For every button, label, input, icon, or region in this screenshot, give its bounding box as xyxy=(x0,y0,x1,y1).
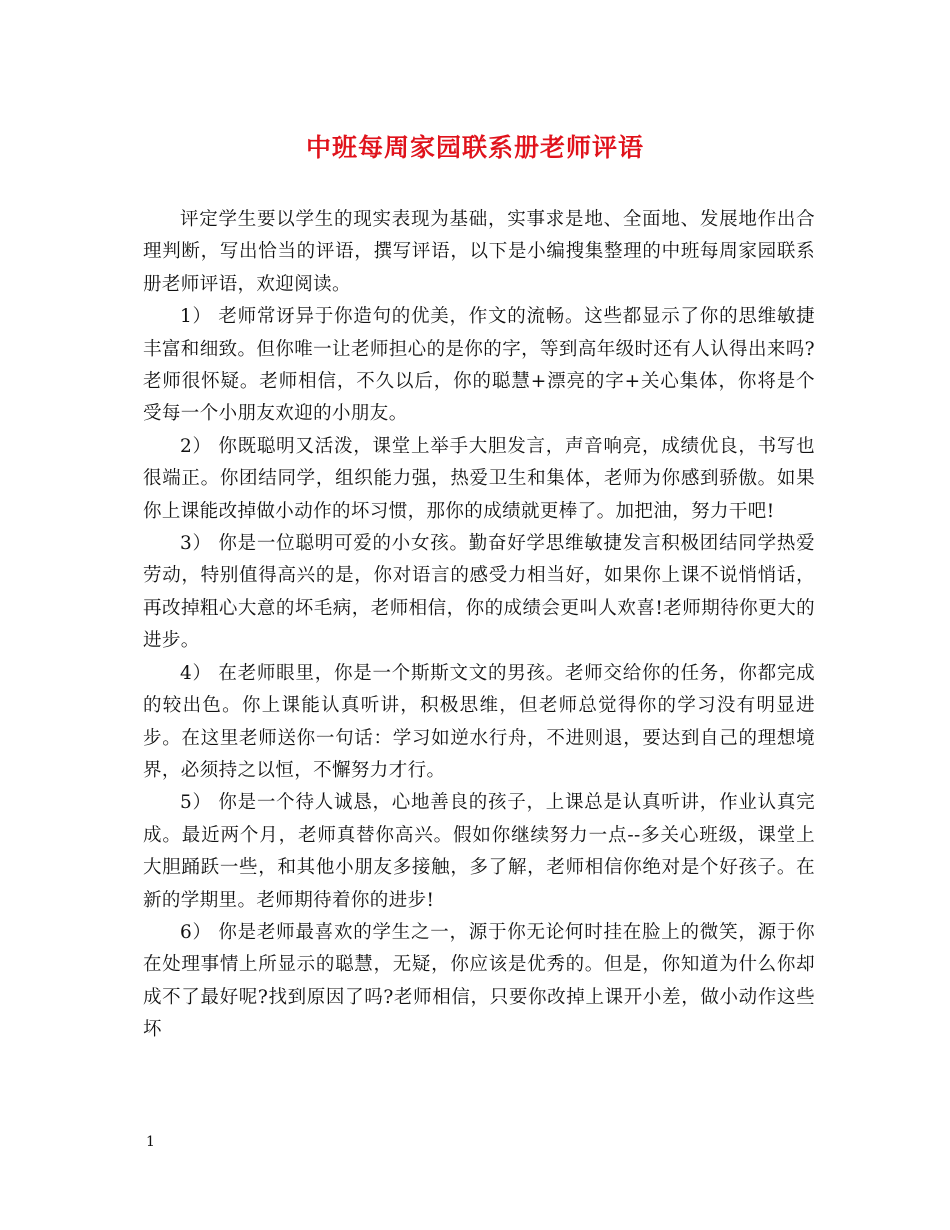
intro-paragraph: 评定学生要以学生的现实表现为基础，实事求是地、全面地、发展地作出合理判断，写出恰当的评语，撰写评语，以下是小编搜集整理的中班每周家园联系册老师评语，欢迎阅读。 xyxy=(143,209,815,295)
comment-paragraph-4: 4） 在老师眼里，你是一个斯斯文文的男孩。老师交给你的任务，你都完成的较出色。你上课能认真听讲，积极思维，但老师总觉得你的学习没有明显进步。在这里老师送你一句话：学习如逆水行舟，不进则退，要达到自己的理想境界，必须持之以恒，不懈努力才行。 xyxy=(143,662,815,781)
document-body xyxy=(143,204,815,1047)
page-number: 1 xyxy=(146,1134,155,1150)
comment-paragraph-6: 6） 你是老师最喜欢的学生之一，源于你无论何时挂在脸上的微笑，源于你在处理事情上所显示的聪慧，无疑，你应该是优秀的。但是，你知道为什么你却成不了最好呢?找到原因了吗?老师相信，只要你改掉上课开小差，做小动作这些坏 xyxy=(143,921,815,1041)
comment-paragraph-2: 2） 你既聪明又活泼，课堂上举手大胆发言，声音响亮，成绩优良，书写也很端正。你团结同学，组织能力强，热爱卫生和集体，老师为你感到骄傲。如果你上课能改掉做小动作的坏习惯，那你的成绩就更棒了。加把油，努力干吧! xyxy=(143,435,815,522)
comment-paragraph-1: 1） 老师常讶异于你造句的优美，作文的流畅。这些都显示了你的思维敏捷丰富和细致。但你唯一让老师担心的是你的字，等到高年级时还有人认得出来吗?老师很怀疑。老师相信，不久以后，你的聪慧+漂亮的字+关心集体，你将是个受每一个小朋友欢迎的小朋友。 xyxy=(143,306,815,425)
comment-paragraph-3: 3） 你是一位聪明可爱的小女孩。勤奋好学思维敏捷发言积极团结同学热爱劳动，特别值得高兴的是，你对语言的感受力相当好，如果你上课不说悄悄话，再改掉粗心大意的坏毛病，老师相信，你的成绩会更叫人欢喜!老师期待你更大的进步。 xyxy=(143,533,815,652)
document-title: 中班每周家园联系册老师评语 xyxy=(305,133,644,162)
comment-paragraph-5: 5） 你是一个待人诚恳，心地善良的孩子，上课总是认真听讲，作业认真完成。最近两个月，老师真替你高兴。假如你继续努力一点--多关心班级，课堂上大胆踊跃一些，和其他小朋友多接触，多了解，老师相信你绝对是个好孩子。在新的学期里。老师期待着你的进步! xyxy=(143,792,815,911)
